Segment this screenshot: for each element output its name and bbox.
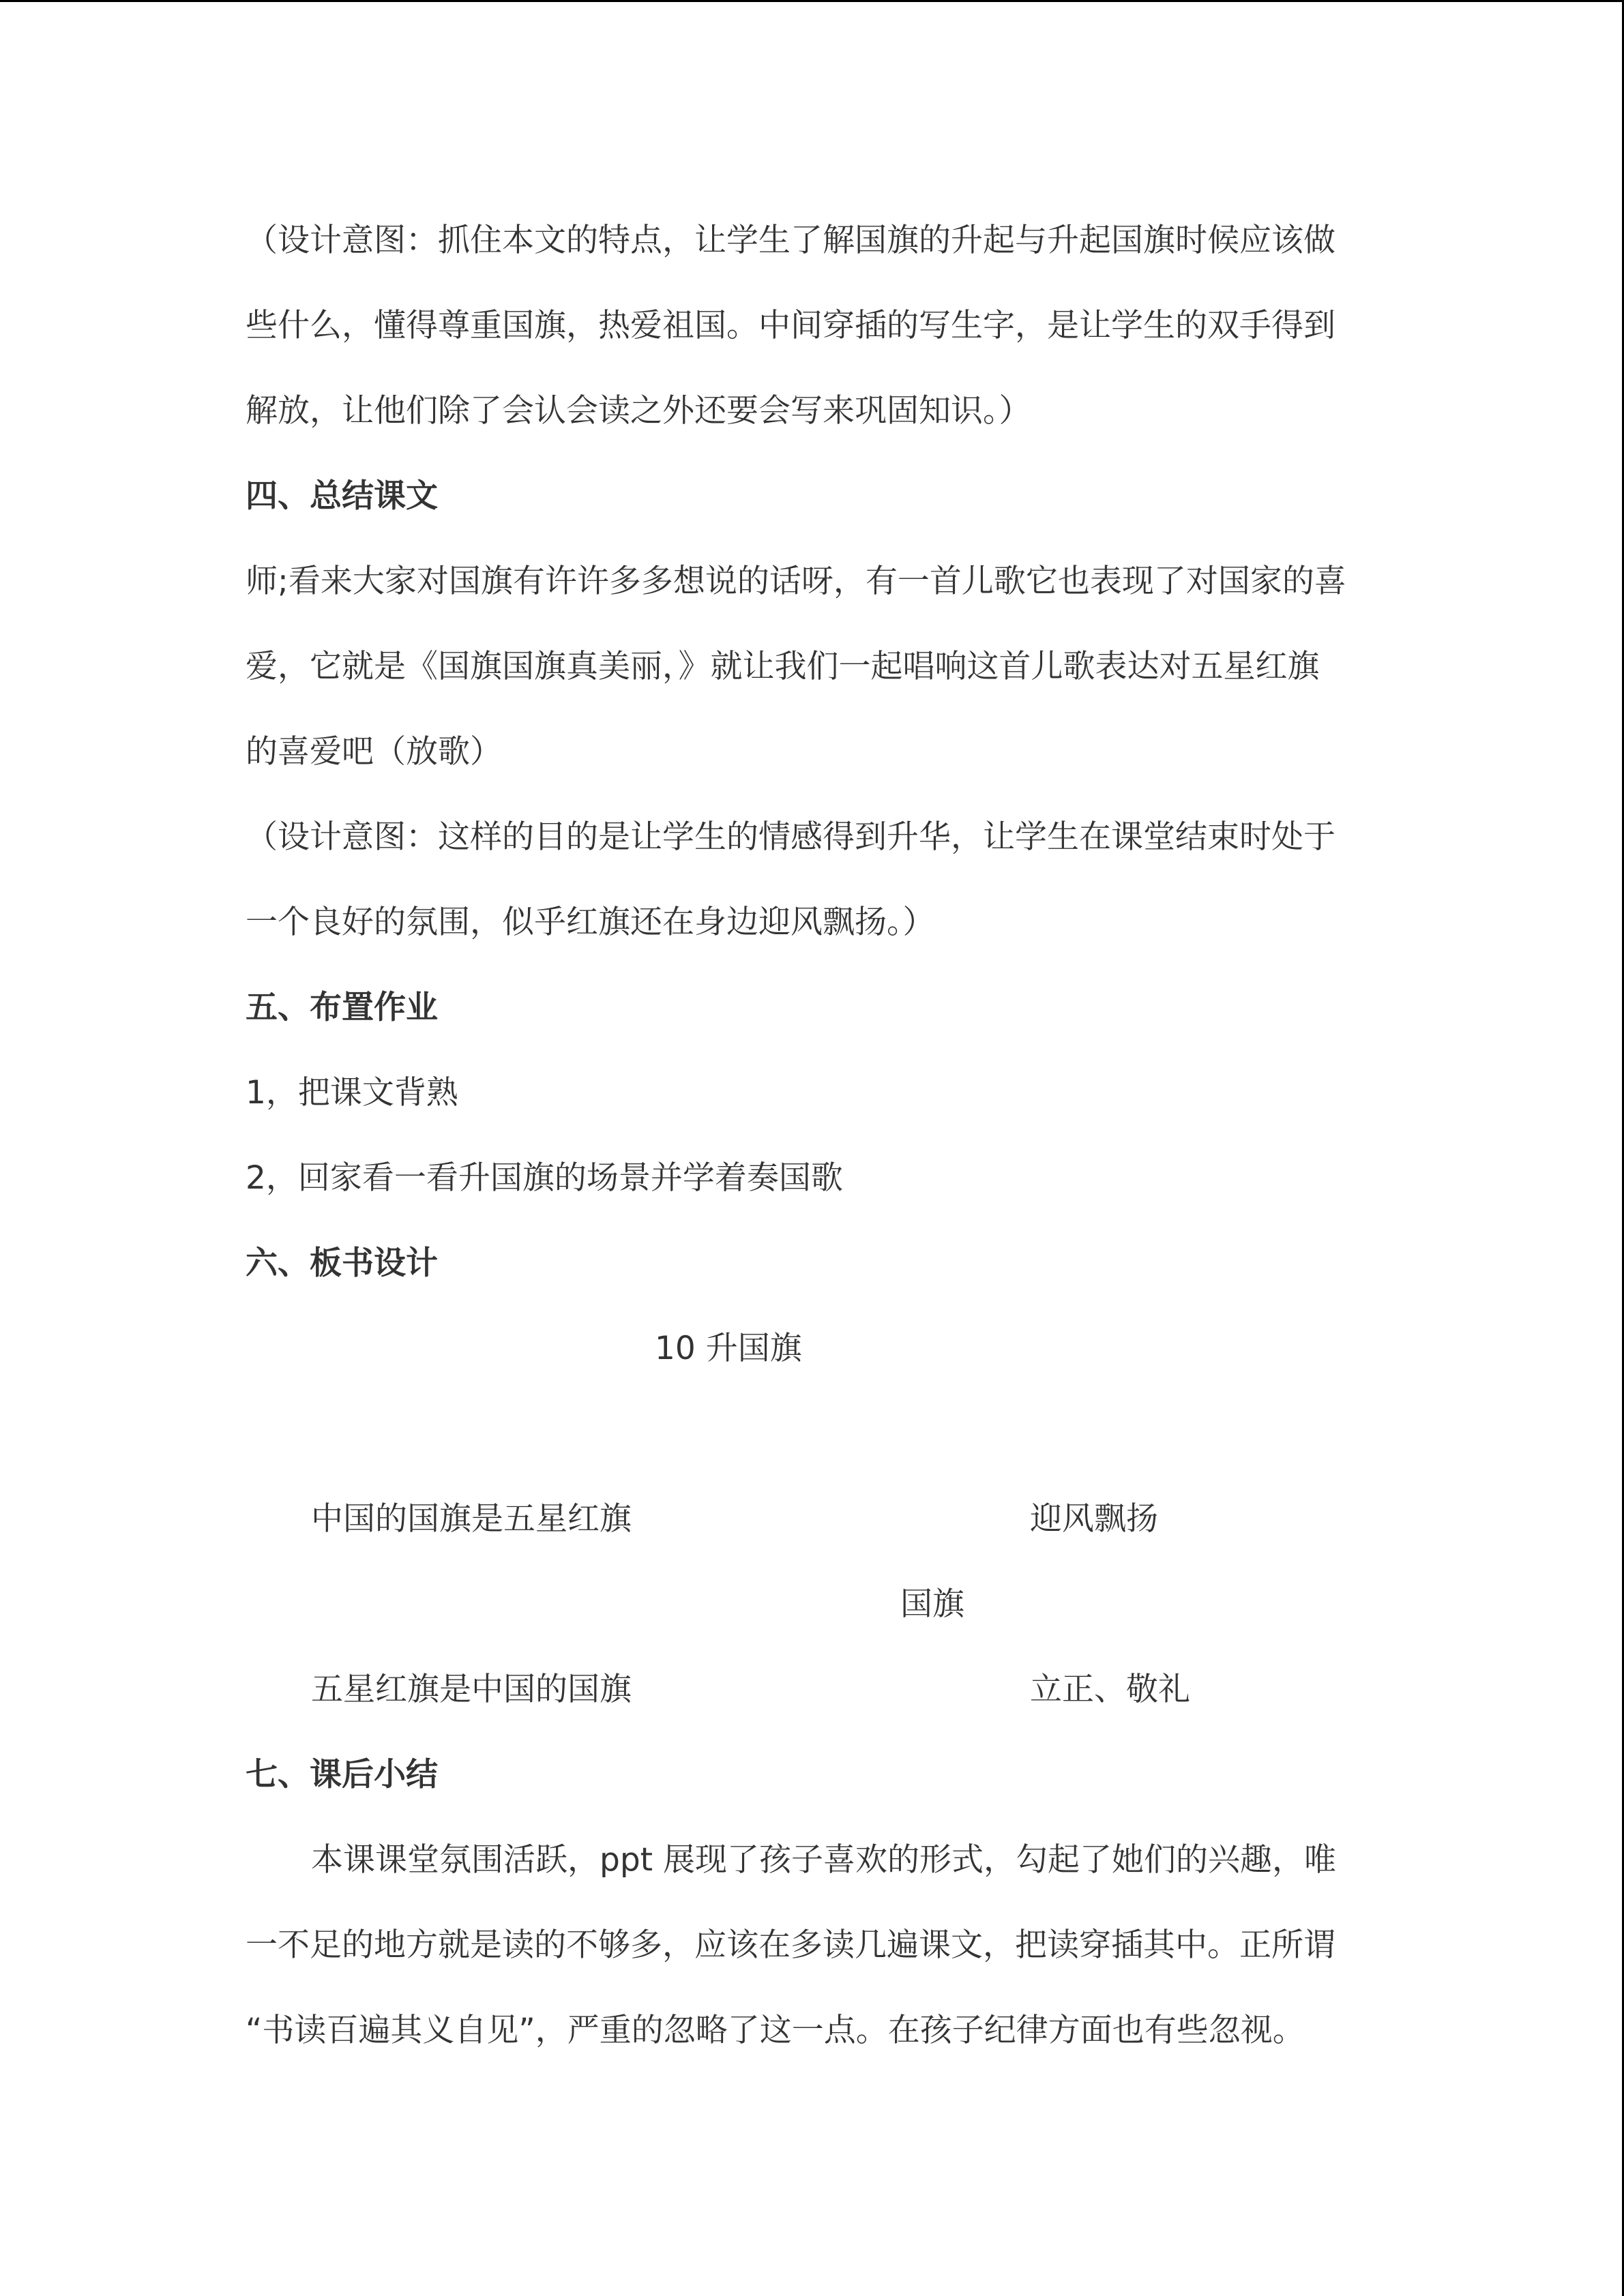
board-left-bottom: 五星红旗是中国的国旗: [311, 1671, 632, 1708]
summary-line: 本课课堂氛围活跃，ppt 展现了孩子喜欢的形式，勾起了她们的兴趣，唯: [311, 1841, 1337, 1879]
page-border-top: [0, 0, 1624, 2]
summary-line: “书读百遍其义自见”，严重的忽略了这一点。在孩子纪律方面也有些忽视。: [246, 2012, 1305, 2049]
teacher-talk-line: 爱，它就是《国旗国旗真美丽，》就让我们一起唱响这首儿歌表达对五星红旗: [246, 648, 1320, 685]
section-heading-board-design: 六、板书设计: [246, 1244, 438, 1282]
board-left-top: 中国的国旗是五星红旗: [311, 1500, 632, 1538]
homework-item: 1，把课文背熟: [246, 1074, 458, 1112]
summary-line: 一不足的地方就是读的不够多，应该在多读几遍课文，把读穿插其中。正所谓: [246, 1926, 1335, 1964]
board-title: 10 升国旗: [655, 1330, 802, 1367]
design-intent-line: 些什么，懂得尊重国旗，热爱祖国。中间穿插的写生字，是让学生的双手得到: [246, 307, 1335, 344]
design-intent-line: 一个良好的氛围，似乎红旗还在身边迎风飘扬。）: [246, 904, 935, 941]
design-intent-line: （设计意图：这样的目的是让学生的情感得到升华，让学生在课堂结束时处于: [246, 818, 1335, 856]
board-right-top: 迎风飘扬: [1030, 1500, 1158, 1538]
teacher-talk-line: 师;看来大家对国旗有许许多多想说的话呀，有一首儿歌它也表现了对国家的喜: [246, 563, 1346, 600]
section-heading-lesson-summary: 七、课后小结: [246, 1756, 438, 1793]
design-intent-line: （设计意图：抓住本文的特点，让学生了解国旗的升起与升起国旗时候应该做: [246, 222, 1335, 259]
section-heading-homework: 五、布置作业: [246, 989, 438, 1026]
board-right-bottom: 立正、敬礼: [1030, 1671, 1190, 1708]
design-intent-line: 解放，让他们除了会认会读之外还要会写来巩固知识。）: [246, 392, 1031, 430]
homework-item: 2，回家看一看升国旗的场景并学着奏国歌: [246, 1159, 843, 1197]
board-center: 国旗: [900, 1585, 964, 1623]
teacher-talk-line: 的喜爱吧（放歌）: [246, 733, 502, 771]
section-heading-summary: 四、总结课文: [246, 477, 438, 515]
